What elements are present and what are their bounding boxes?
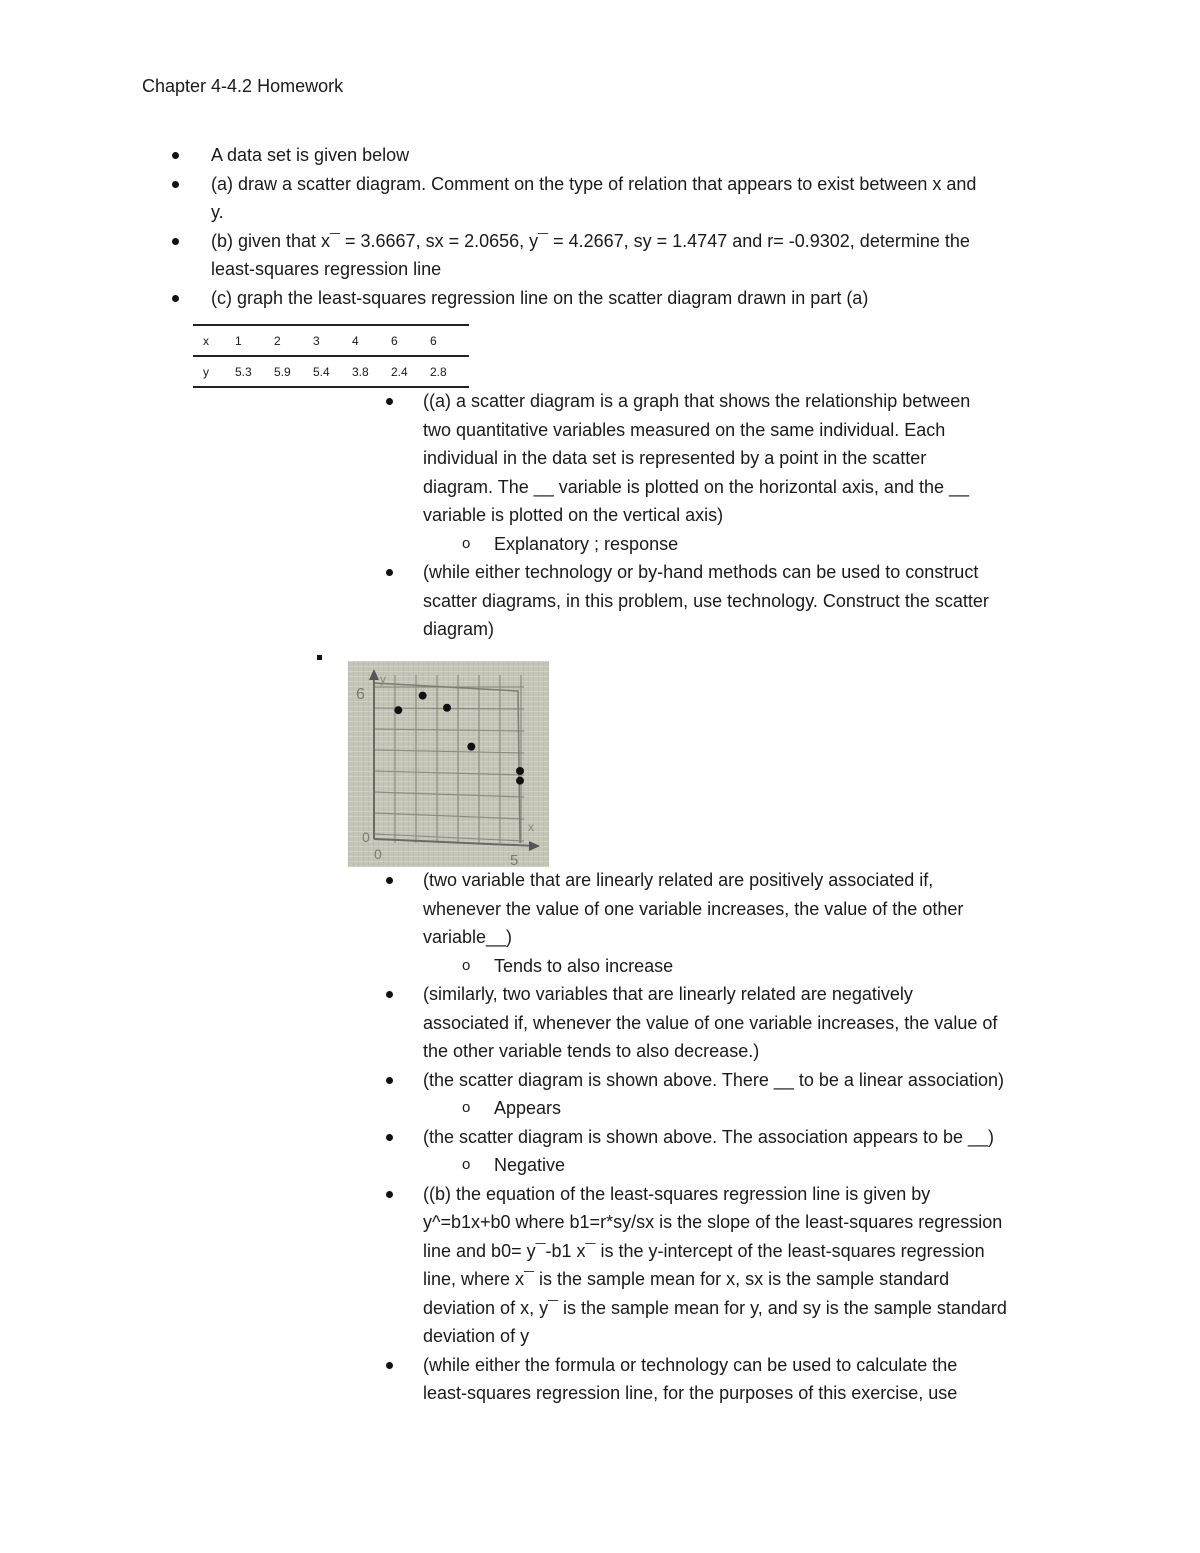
page-title: Chapter 4-4.2 Homework [142,76,344,96]
list-item-text: least-squares regression line [211,259,442,279]
list-item-text: (a) draw a scatter diagram. Comment on the type of relation that appears to exist between x and [211,173,977,194]
list-item [386,1066,1066,1095]
answer-text: Appears [494,1098,562,1118]
list-item [172,170,1072,227]
y-tick-label: 6 [356,686,365,703]
list-item [386,1123,1066,1152]
x-tick-label: 0 [374,846,382,862]
scatter-points [394,692,524,785]
answer-text: Tends to also increase [494,955,674,976]
bullet-icon [172,238,179,245]
list-item-text: (b) given that x¯ = 3.6667, sx = 2.0656, y¯ = 4.2667, sy = 1.4747 and r= -0.9302, determine the [211,230,970,251]
section-a-list [386,387,1066,644]
list-item-text: individual in the data set is represented by a point in the scatter [423,448,927,468]
list-item-text: (the scatter diagram is shown above. The association appears to be __) [423,1126,994,1147]
bullet-icon [172,295,179,302]
list-item [386,980,1066,1066]
bullet-icon [386,991,393,998]
grid-line [374,750,524,753]
list-item [172,227,1072,284]
scatter-diagram-photo [348,661,549,867]
grid-lines [374,675,524,843]
x-tick-label: 5 [510,852,519,867]
y-tick-label: 0 [362,829,370,845]
list-item-text: A data set is given below [211,145,410,165]
circle-bullet-icon: o [462,1099,471,1116]
list-item-text: (while either the formula or technology can be used to calculate the [423,1354,958,1375]
scatter-plot [348,661,549,867]
table-row-x [193,325,469,356]
bullet-icon [386,569,393,576]
table-row-y [193,356,469,387]
table-cell: 4 [352,325,391,356]
list-item-text: least-squares regression line, for the purposes of this exercise, use [423,1383,958,1403]
scatter-point [467,743,475,751]
list-item [172,284,1072,313]
list-item-text: the other variable tends to also decrease.) [423,1041,760,1061]
bullet-icon [386,877,393,884]
table-row-label: y [193,356,235,387]
square-bullet-icon [317,655,322,660]
scatter-point [394,706,402,714]
scatter-point [443,704,451,712]
list-item-text: (while either technology or by-hand methods can be used to construct [423,562,979,582]
list-item-text: deviation of y [423,1326,530,1346]
x-axis-arrow-icon [529,841,540,851]
table-cell: 2.8 [430,356,469,387]
grid-line [374,792,524,797]
circle-bullet-icon: o [462,956,471,974]
x-axis-label: x [528,820,534,834]
list-item-text: ((b) the equation of the least-squares regression line is given by [423,1183,931,1204]
answer-text: Negative [494,1155,566,1175]
list-item-text: diagram) [423,619,495,639]
list-item-text: variable__) [423,927,513,947]
bullet-icon [386,1077,393,1084]
list-item-text: associated if, whenever the value of one variable increases, the value of [423,1012,998,1033]
table-cell: 3.8 [352,356,391,387]
table-row-label: x [193,325,235,356]
list-item-text: line, where x¯ is the sample mean for x, sx is the sample standard [423,1269,950,1289]
scatter-point [516,777,524,785]
answer-item [386,530,1066,559]
scatter-point [516,767,524,775]
table-cell: 3 [313,325,352,356]
circle-bullet-icon: o [462,534,471,552]
list-item-text: ((a) a scatter diagram is a graph that shows the relationship between [423,391,971,411]
y-axis-label: y [380,672,386,686]
intro-list [172,141,1072,312]
list-item-text: variable is plotted on the vertical axis) [423,505,724,525]
table-cell: 5.9 [274,356,313,387]
answer-text: Explanatory ; response [494,533,679,554]
scatter-point [419,692,427,700]
table-cell: 2.4 [391,356,430,387]
bullet-icon [386,1362,393,1369]
circle-bullet-icon: o [462,1156,471,1173]
list-item [386,866,1066,952]
y-axis-arrow-icon [369,669,379,680]
list-item-text: y^=b1x+b0 where b1=r*sy/sx is the slope of the least-squares regression [423,1212,1003,1232]
list-item-text: (the scatter diagram is shown above. There __ to be a linear association) [423,1069,1004,1090]
bullet-icon [386,398,393,405]
list-item-text: two quantitative variables measured on the same individual. Each [423,419,946,440]
table-cell: 6 [430,325,469,356]
grid-line [374,813,524,819]
list-item-text: (c) graph the least-squares regression line on the scatter diagram drawn in part (a) [211,287,869,308]
table-cell: 5.3 [235,356,274,387]
list-item [386,1351,1066,1408]
table-cell: 2 [274,325,313,356]
list-item-text: y. [211,202,224,222]
grid-line [374,771,524,775]
bullet-icon [386,1191,393,1198]
answer-item [386,1151,1066,1180]
grid-line [374,729,524,731]
bullet-icon [172,152,179,159]
list-item-text: deviation of x, y¯ is the sample mean for y, and sy is the sample standard [423,1297,1007,1318]
list-item [386,558,1066,644]
section-b-list [386,866,1066,1408]
list-item-text: (similarly, two variables that are linearly related are negatively [423,984,913,1004]
table-cell: 1 [235,325,274,356]
answer-item [386,1094,1066,1123]
list-item-text: scatter diagrams, in this problem, use technology. Construct the scatter [423,590,989,611]
list-item-text: diagram. The __ variable is plotted on the horizontal axis, and the __ [423,476,970,497]
list-item [386,1180,1066,1351]
list-item-text: whenever the value of one variable increases, the value of the other [423,898,964,919]
list-item-text: line and b0= y¯-b1 x¯ is the y-intercept of the least-squares regression [423,1240,985,1261]
answer-item [386,952,1066,981]
list-item [386,387,1066,530]
data-table [193,324,469,388]
table-cell: 6 [391,325,430,356]
list-item-text: (two variable that are linearly related are positively associated if, [423,870,934,890]
table-cell: 5.4 [313,356,352,387]
list-item [172,141,1072,170]
bullet-icon [172,181,179,188]
bullet-icon [386,1134,393,1141]
